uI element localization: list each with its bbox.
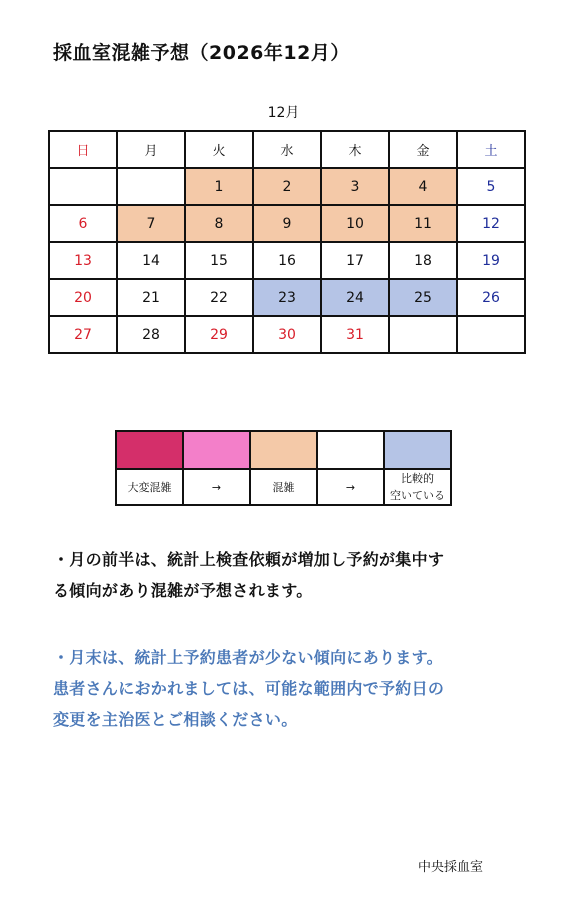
week-row-1 <box>49 168 525 205</box>
legend-label-free-line2: 空いている <box>390 489 445 502</box>
weekday-thu: 木 <box>321 131 389 168</box>
day-cell: 27 <box>49 316 117 353</box>
day-cell: 25 <box>389 279 457 316</box>
note-month-end <box>53 642 533 735</box>
weekday-tue: 火 <box>185 131 253 168</box>
day-cell: 2 <box>253 168 321 205</box>
day-cell: 14 <box>117 242 185 279</box>
legend-swatch-busy-high <box>183 431 250 469</box>
day-cell: 20 <box>49 279 117 316</box>
weekday-fri: 金 <box>389 131 457 168</box>
month-label: 12月 <box>267 105 300 121</box>
day-cell: 17 <box>321 242 389 279</box>
day-cell: 22 <box>185 279 253 316</box>
day-cell <box>457 316 525 353</box>
legend-label-very-busy: 大変混雑 <box>116 469 183 505</box>
day-cell: 10 <box>321 205 389 242</box>
day-cell: 15 <box>185 242 253 279</box>
day-cell: 11 <box>389 205 457 242</box>
legend-label-arrow: → <box>317 469 384 505</box>
note-first-half <box>53 544 533 606</box>
week-row-5 <box>49 316 525 353</box>
day-cell: 5 <box>457 168 525 205</box>
legend-label-arrow: → <box>183 469 250 505</box>
weekday-sat: 土 <box>457 131 525 168</box>
day-cell: 23 <box>253 279 321 316</box>
legend-swatch-busy <box>250 431 317 469</box>
day-cell: 4 <box>389 168 457 205</box>
day-cell: 19 <box>457 242 525 279</box>
weekday-mon: 月 <box>117 131 185 168</box>
week-row-2 <box>49 205 525 242</box>
note-line: 患者さんにおかれましては、可能な範囲内で予約日の <box>53 679 445 698</box>
day-cell: 8 <box>185 205 253 242</box>
day-cell: 16 <box>253 242 321 279</box>
day-cell: 30 <box>253 316 321 353</box>
note-line: ・月の前半は、統計上検査依頼が増加し予約が集中す <box>53 550 445 569</box>
day-cell <box>389 316 457 353</box>
note-line: る傾向があり混雑が予想されます。 <box>53 581 313 600</box>
legend-swatch-free <box>384 431 451 469</box>
calendar-table <box>48 130 526 354</box>
day-cell: 9 <box>253 205 321 242</box>
legend-swatch-very-busy <box>116 431 183 469</box>
weekday-wed: 水 <box>253 131 321 168</box>
congestion-legend <box>115 430 452 506</box>
legend-label-row <box>116 469 451 505</box>
day-cell: 12 <box>457 205 525 242</box>
week-row-4 <box>49 279 525 316</box>
weekday-sun: 日 <box>49 131 117 168</box>
day-cell: 3 <box>321 168 389 205</box>
day-cell: 26 <box>457 279 525 316</box>
day-cell: 7 <box>117 205 185 242</box>
legend-swatch-row <box>116 431 451 469</box>
legend-swatch-normal <box>317 431 384 469</box>
legend-label-free-line1: 比較的 <box>401 472 434 485</box>
day-cell <box>49 168 117 205</box>
department-name: 中央採血室 <box>418 860 484 875</box>
day-cell: 18 <box>389 242 457 279</box>
day-cell: 28 <box>117 316 185 353</box>
day-cell: 6 <box>49 205 117 242</box>
weekday-header-row <box>49 131 525 168</box>
day-cell: 1 <box>185 168 253 205</box>
note-line: 変更を主治医とご相談ください。 <box>53 710 298 729</box>
day-cell: 21 <box>117 279 185 316</box>
day-cell: 29 <box>185 316 253 353</box>
week-row-3 <box>49 242 525 279</box>
day-cell: 31 <box>321 316 389 353</box>
note-line: ・月末は、統計上予約患者が少ない傾向にあります。 <box>53 648 443 667</box>
page-title: 採血室混雑予想（2026年12月） <box>53 42 350 64</box>
legend-label-busy: 混雑 <box>250 469 317 505</box>
day-cell: 13 <box>49 242 117 279</box>
day-cell: 24 <box>321 279 389 316</box>
legend-label-free <box>384 469 451 505</box>
day-cell <box>117 168 185 205</box>
